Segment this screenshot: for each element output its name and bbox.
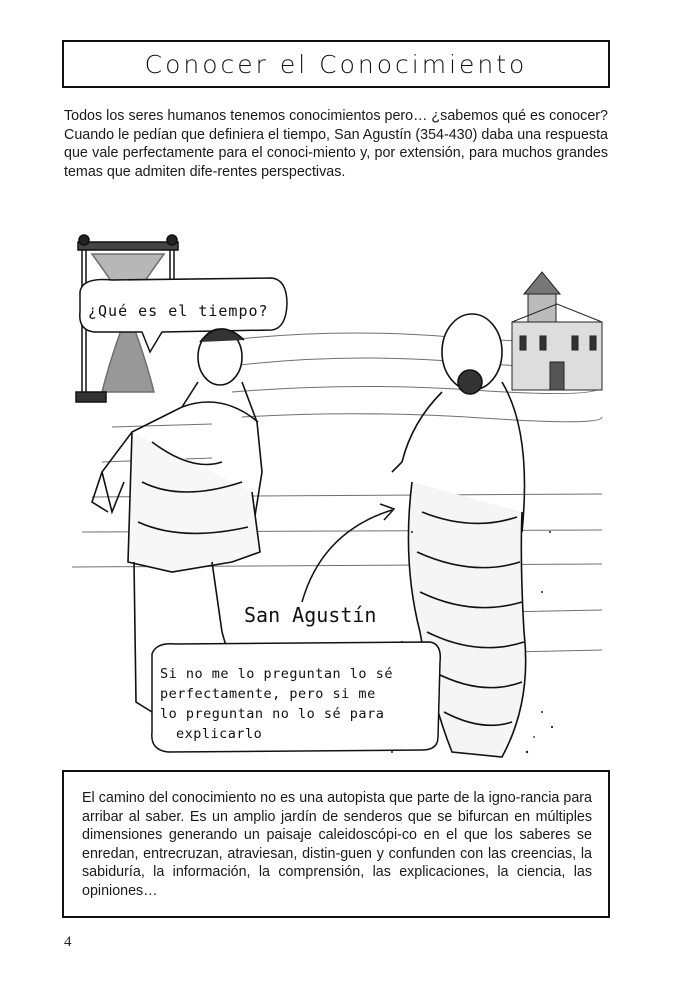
page-number: 4 [64, 934, 72, 950]
illustration [72, 232, 606, 768]
label-arrow [302, 510, 392, 602]
answer-line-2: perfectamente, pero si me [160, 686, 376, 702]
title-box [62, 40, 610, 88]
san-agustin-label: San Agustín [244, 603, 377, 627]
answer-line-4: explicarlo [176, 726, 263, 742]
church-illustration [512, 272, 602, 390]
answer-line-1: Si no me lo preguntan lo sé [160, 666, 393, 682]
bottom-paragraph: El camino del conocimiento no es una autopista que parte de la igno-rancia para arribar al saber. Es un amplio jardín de senderos que se bifurcan en múltiples dimensiones generando un paisaje caleidoscópi-co en el que los saberes se enredan, entrecruzan, atraviesan, distin-guen y confunden con las creencias, la sabiduría, la información, la comprensión, las explicaciones, la ciencia, las opiniones… [82, 790, 592, 899]
bottom-text-box [62, 770, 610, 918]
question-text: ¿Qué es el tiempo? [88, 302, 269, 320]
intro-paragraph: Todos los seres humanos tenemos conocimientos pero… ¿sabemos qué es conocer? Cuando le pedían que definiera el tiempo, San Agustín (354-430) daba una respuesta que vale perfectamente para el conoci-miento y, por extensión, para muchos grandes temas que admiten dife-rentes perspectivas. [64, 108, 608, 180]
page-title: Conocer el Conocimiento [144, 49, 528, 79]
answer-line-3: lo preguntan no lo sé para [160, 706, 385, 722]
answer-speech-bubble [152, 642, 440, 752]
question-speech-bubble [80, 278, 287, 352]
